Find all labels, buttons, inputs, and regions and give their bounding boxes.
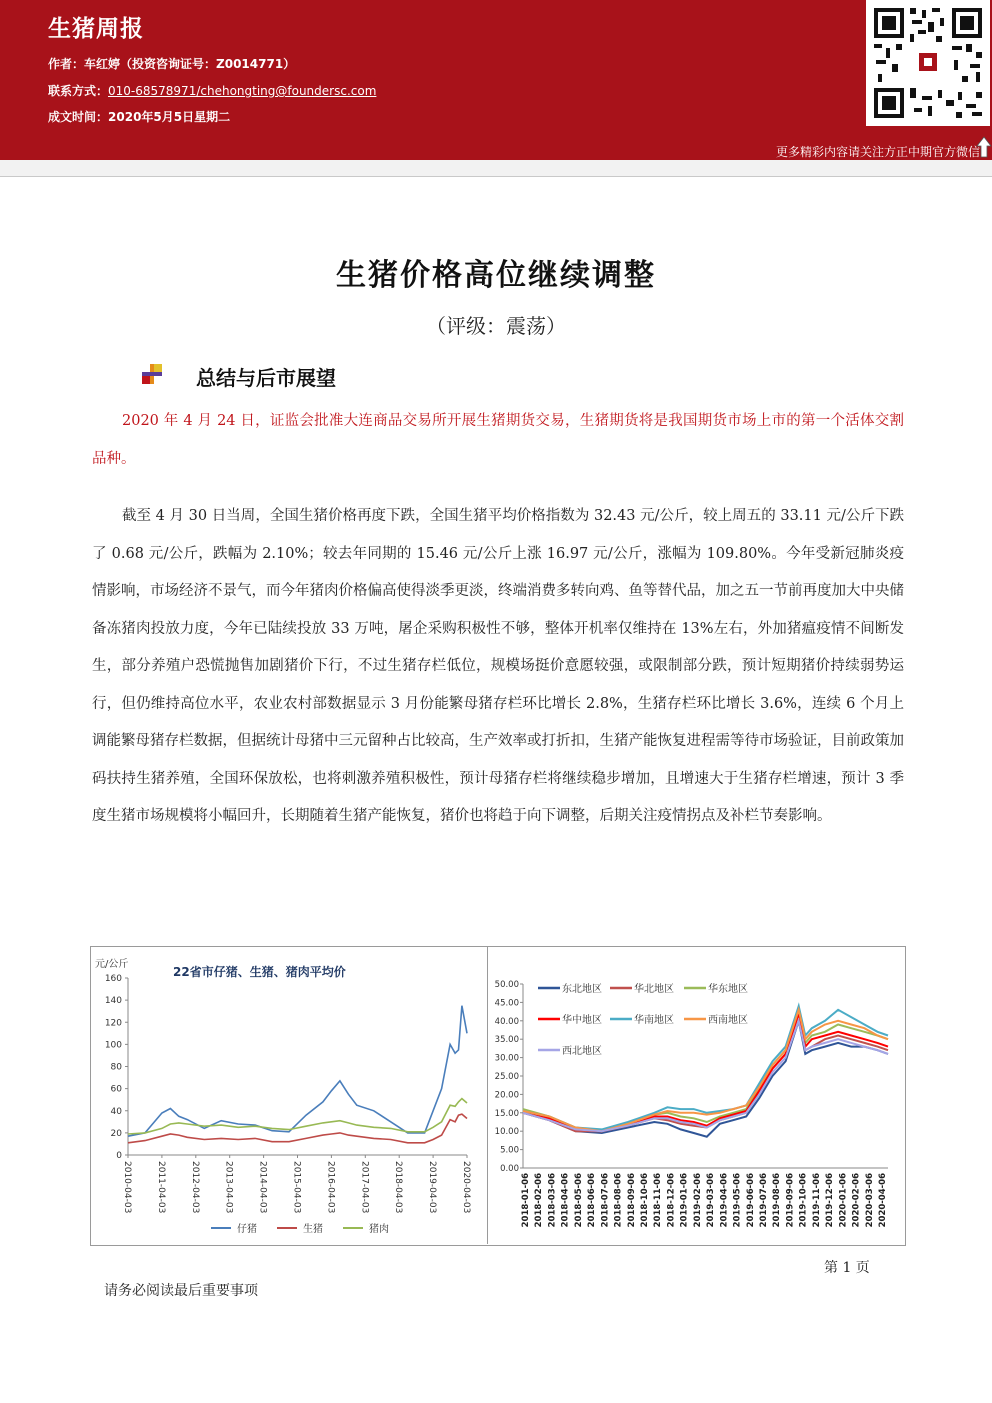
- legend-label: 生猪: [303, 1224, 323, 1235]
- legend-label: 仔猪: [237, 1224, 257, 1235]
- report-type: 生猪周报: [48, 16, 144, 42]
- x-tick-label: 2018-12-06: [666, 1173, 677, 1228]
- x-tick-label: 2014-04-03: [257, 1161, 268, 1214]
- y-tick-label: 0.00: [500, 1164, 519, 1174]
- x-tick-label: 2018-01-06: [521, 1173, 531, 1228]
- y-tick-label: 35.00: [494, 1035, 519, 1046]
- series-line-仔猪: [128, 1006, 467, 1136]
- author-label: 作者：: [48, 57, 85, 71]
- x-tick-label: 2015-04-03: [291, 1161, 302, 1214]
- x-tick-label: 2019-02-06: [692, 1173, 703, 1228]
- x-tick-label: 2020-02-06: [851, 1173, 862, 1228]
- y-tick-label: 20.00: [494, 1090, 519, 1101]
- page-number: 第 1 页: [824, 1260, 870, 1276]
- x-tick-label: 2018-06-06: [587, 1173, 598, 1228]
- x-tick-label: 2018-08-06: [613, 1173, 624, 1228]
- footer-note: 请务必阅读最后重要事项: [104, 1283, 258, 1299]
- chart-regional-prices: [488, 947, 903, 1243]
- date-value: 2020年5月5日星期二: [108, 110, 231, 124]
- x-tick-label: 2019-11-06: [811, 1173, 822, 1228]
- x-tick-label: 2019-05-06: [732, 1173, 743, 1228]
- up-arrow-icon: [976, 136, 992, 158]
- x-tick-label: 2013-04-03: [223, 1161, 234, 1214]
- date-line: [48, 108, 230, 125]
- y-tick-label: 20: [110, 1128, 122, 1139]
- rating: （评级：震荡）: [426, 314, 566, 338]
- x-tick-label: 2018-10-06: [640, 1173, 650, 1228]
- x-tick-label: 2018-09-06: [626, 1173, 637, 1228]
- legend-label: 华中地区: [562, 1015, 602, 1026]
- wechat-note: 更多精彩内容请关注方正中期官方微信: [775, 145, 980, 159]
- y-tick-label: 25.00: [494, 1072, 519, 1082]
- x-tick-label: 2018-03-06: [547, 1173, 558, 1228]
- x-tick-label: 2018-04-06: [560, 1173, 571, 1228]
- intro-paragraph: 2020 年 4 月 24 日，证监会批准大连商品交易所开展生猪期货交易，生猪期货将是我国期货市场上市的第一个活体交割品种。: [92, 413, 904, 467]
- x-tick-label: 2019-07-06: [759, 1173, 769, 1228]
- x-tick-label: 2020-04-03: [461, 1161, 471, 1214]
- qr-code-icon: [866, 0, 990, 126]
- date-label: 成文时间：: [48, 110, 109, 124]
- legend-label: 华东地区: [708, 984, 748, 995]
- y-tick-label: 50.00: [494, 980, 519, 990]
- y-tick-label: 60: [110, 1084, 122, 1095]
- x-tick-label: 2010-04-03: [122, 1161, 132, 1214]
- main-paragraph: 截至 4 月 30 日当周，全国生猪价格再度下跌，全国生猪平均价格指数为 32.43 元/公斤，较上周五的 33.11 元/公斤下跌了 0.68 元/公斤，跌幅为 2.10%；较去年同期的 15.46 元/公斤上涨 16.97 元/公斤，涨幅为 109.80%。今年受新冠肺炎疫情影响，市场经济不景气，而今年猪肉价格偏高使得淡季更淡，终端消费多转向鸡、鱼等替代品，加之五一节前再度加大中央储备冻猪肉投放力度，今年已陆续投放 33 万吨，屠企采购积极性不够，整体开机率仅维持在 13%左右，外加猪瘟疫情不间断发生，部分养殖户恐慌抛售加剧猪价下行，不过生猪存栏低位，规模场挺价意愿较强，或限制部分跌，预计短期猪价持续弱势运行，但仍维持高位水平，农业农村部数据显示 3 月份能繁母猪存栏环比增长 2.8%，生猪存栏环比增长 3.6%，连续 6 个月上调能繁母猪存栏数据，但据统计母猪中三元留种占比较高，生产效率或打折扣，生猪产能恢复进程需等待市场验证，目前政策加码扶持生猪养殖，全国环保放松，也将刺激养殖积极性，预计母猪存栏将继续稳步增加，且增速大于生猪存栏增速，预计 3 季度生猪市场规模将小幅回升，长期随着生猪产能恢复，猪价也将趋于向下调整，后期关注疫情拐点及补栏节奏影响。: [92, 508, 904, 824]
- y-tick-label: 15.00: [494, 1108, 519, 1119]
- x-tick-label: 2019-03-06: [706, 1173, 717, 1228]
- x-tick-label: 2019-04-03: [427, 1161, 438, 1214]
- y-axis-unit: 元/公斤: [95, 959, 129, 970]
- section-bullet-icon: [142, 364, 162, 384]
- y-tick-label: 0: [116, 1151, 122, 1161]
- x-tick-label: 2020-04-06: [878, 1173, 888, 1228]
- chart-22-province-prices: [91, 947, 487, 1243]
- x-tick-label: 2019-04-06: [719, 1173, 730, 1228]
- x-tick-label: 2018-05-06: [573, 1173, 584, 1228]
- header-strip: [0, 160, 992, 177]
- x-tick-label: 2019-12-06: [825, 1173, 836, 1228]
- contact-label: 联系方式：: [48, 84, 109, 98]
- contact-line: [48, 82, 376, 99]
- x-tick-label: 2019-01-06: [679, 1173, 690, 1228]
- legend-label: 东北地区: [562, 984, 602, 995]
- series-line-东北地区: [523, 1021, 888, 1137]
- x-tick-label: 2012-04-03: [189, 1161, 200, 1214]
- x-tick-label: 2019-09-06: [785, 1173, 796, 1228]
- y-tick-label: 30.00: [494, 1053, 519, 1064]
- report-header: [0, 0, 992, 160]
- y-tick-label: 120: [104, 1018, 122, 1029]
- y-tick-label: 160: [104, 974, 122, 984]
- legend-label: 西北地区: [562, 1046, 602, 1057]
- x-tick-label: 2019-10-06: [798, 1173, 809, 1228]
- x-tick-label: 2020-01-06: [838, 1173, 849, 1228]
- y-tick-label: 140: [104, 996, 122, 1007]
- page-title: 生猪价格高位继续调整: [336, 258, 656, 293]
- y-tick-label: 10.00: [494, 1127, 519, 1138]
- x-tick-label: 2016-04-03: [325, 1161, 336, 1214]
- x-tick-label: 2019-08-06: [772, 1173, 783, 1228]
- legend-label: 华南地区: [634, 1015, 674, 1026]
- chart-title: 22省市仔猪、生猪、猪肉平均价: [173, 965, 346, 979]
- legend-label: 西南地区: [708, 1015, 748, 1026]
- x-tick-label: 2018-07-06: [600, 1173, 611, 1228]
- y-tick-label: 45.00: [494, 998, 519, 1009]
- y-tick-label: 5.00: [500, 1145, 519, 1156]
- y-tick-label: 100: [104, 1040, 122, 1051]
- x-tick-label: 2017-04-03: [359, 1161, 370, 1214]
- x-tick-label: 2020-03-06: [864, 1173, 875, 1228]
- section-title: 总结与后市展望: [196, 366, 336, 390]
- y-tick-label: 80: [110, 1062, 122, 1073]
- y-tick-label: 40: [110, 1106, 122, 1117]
- author-line: [48, 55, 295, 72]
- x-tick-label: 2018-02-06: [534, 1173, 545, 1228]
- legend-label: 猪肉: [369, 1224, 389, 1235]
- legend-label: 华北地区: [634, 984, 674, 995]
- x-tick-label: 2019-06-06: [745, 1173, 756, 1228]
- x-tick-label: 2018-04-03: [393, 1161, 404, 1214]
- x-tick-label: 2011-04-03: [155, 1161, 166, 1214]
- y-tick-label: 40.00: [494, 1016, 519, 1027]
- contact-link[interactable]: 010-68578971/chehongting@foundersc.com: [108, 84, 377, 98]
- author-value: 车红婷（投资咨询证号：Z0014771）: [84, 57, 296, 71]
- x-tick-label: 2018-11-06: [653, 1173, 664, 1228]
